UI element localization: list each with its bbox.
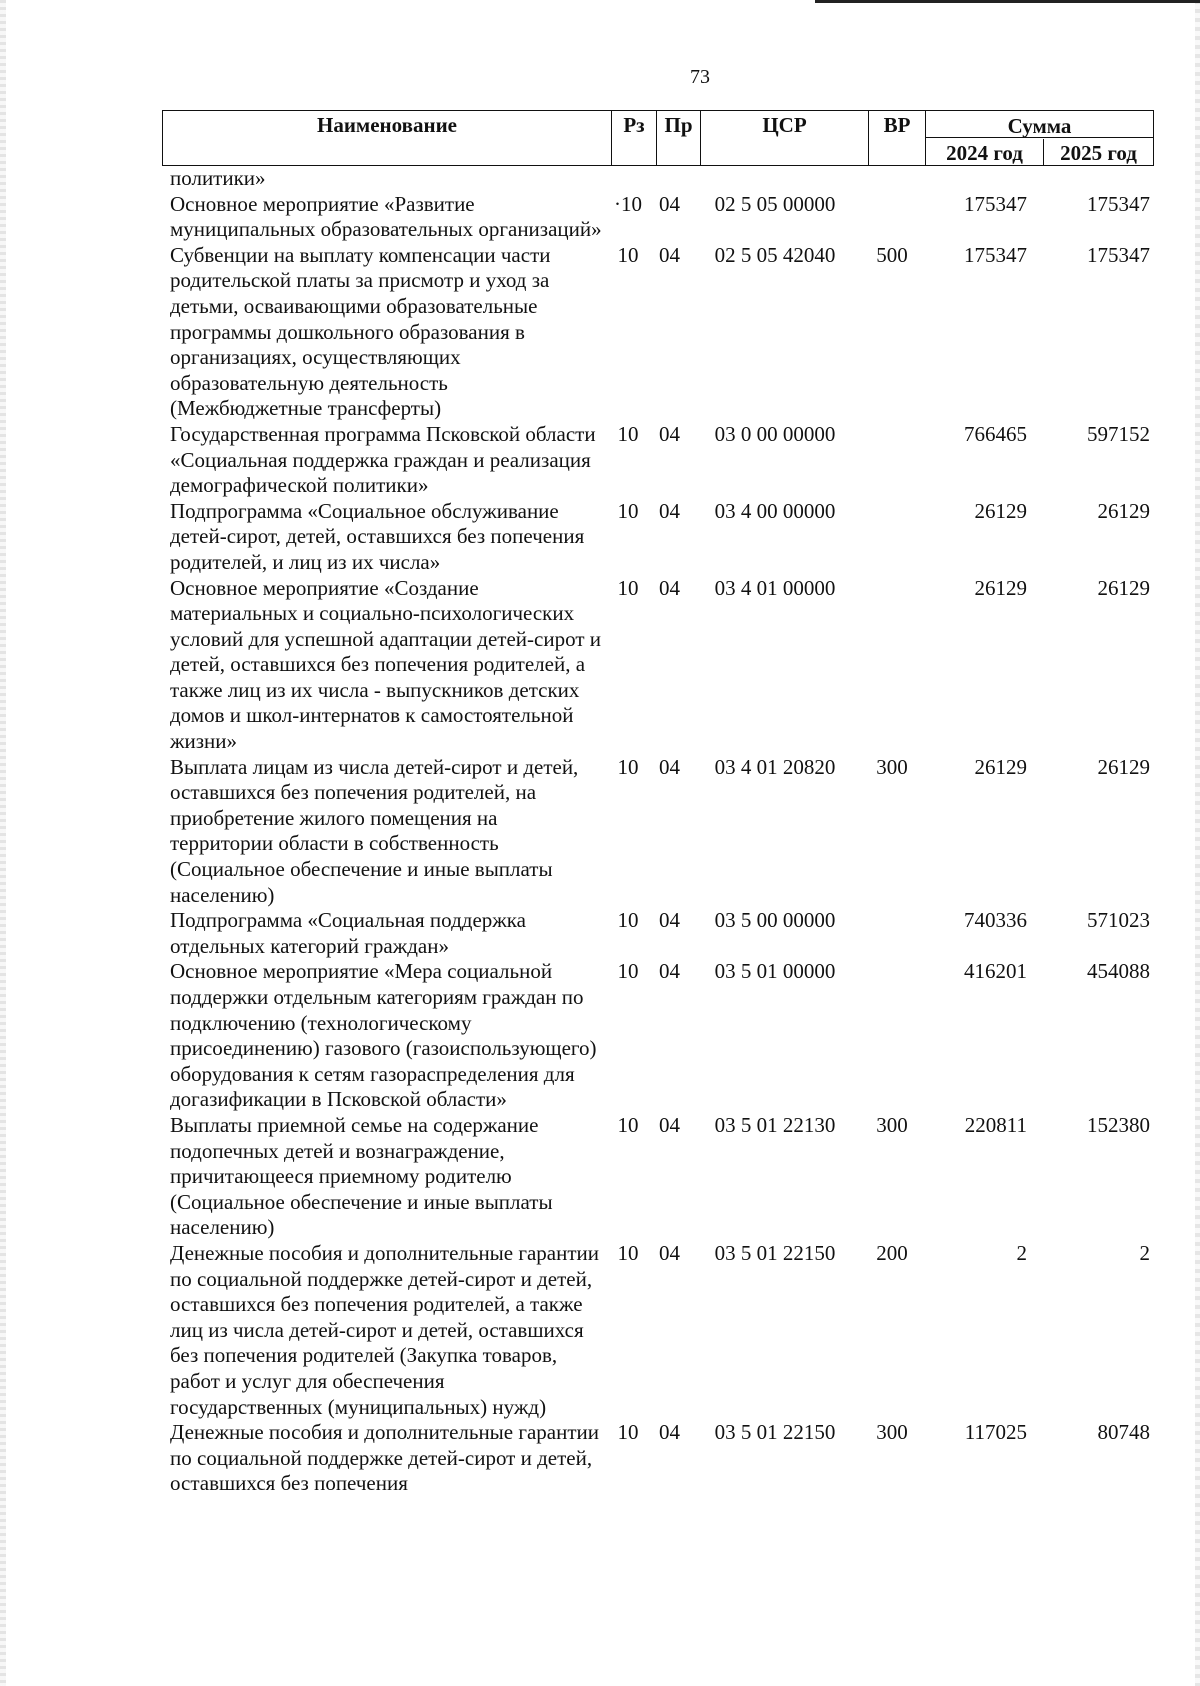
cell-s2024: 2 [1016, 1240, 1027, 1265]
cell-name: Денежные пособия и дополнительные гарантии по социальной поддержке детей-сирот и детей, оставшихся без попечения родителей, а также лиц из числа детей-сирот и детей, оставшихся без попечения родителей (Закупка товаров, работ и услуг для обеспечения государственных (муниципальных) нужд) [170, 1240, 600, 1419]
cell-s2024: 175347 [964, 191, 1027, 216]
cell-s2024: 766465 [964, 421, 1027, 446]
cell-csr: 03 4 01 00000 [714, 575, 836, 600]
cell-s2025: 2 [1139, 1240, 1150, 1265]
cell-rz: 10 [617, 421, 639, 446]
cell-s2024: 416201 [964, 959, 1027, 984]
budget-table [162, 110, 1154, 1497]
header-year-2024: 2024 год [926, 139, 1044, 165]
cell-rz: ·10 [614, 191, 642, 216]
cell-name: Подпрограмма «Социальная поддержка отдельных категорий граждан» [170, 908, 526, 958]
cell-s2024: 220811 [964, 1112, 1027, 1137]
cell-csr: 03 4 01 20820 [714, 754, 836, 779]
cell-pr: 04 [659, 498, 680, 523]
cell-s2025: 175347 [1087, 242, 1150, 267]
cell-pr: 04 [659, 1240, 680, 1265]
table-row [162, 755, 1154, 909]
cell-s2024: 26129 [974, 498, 1027, 523]
cell-vr: 500 [876, 242, 908, 267]
cell-csr: 02 5 05 42040 [714, 242, 836, 267]
cell-csr: 03 5 01 22150 [714, 1420, 836, 1445]
cell-rz: 10 [617, 1420, 639, 1445]
cell-name: Выплата лицам из числа детей-сирот и детей, оставшихся без попечения родителей, на приобретение жилого помещения на территории области в собственность (Социальное обеспечение и иные выплаты населению) [170, 754, 579, 907]
cell-s2025: 26129 [1097, 575, 1150, 600]
cell-vr: 200 [876, 1240, 908, 1265]
cell-rz: 10 [617, 908, 639, 933]
cell-pr: 04 [659, 421, 680, 446]
cell-vr [859, 499, 925, 576]
cell-s2025: 80748 [1097, 1420, 1150, 1445]
scan-right-edge [1195, 0, 1200, 1686]
cell-rz: 10 [617, 1112, 639, 1137]
cell-s2025: 175347 [1087, 191, 1150, 216]
cell-rz: 10 [617, 498, 639, 523]
cell-s2024: 175347 [964, 242, 1027, 267]
table-row [162, 1241, 1154, 1420]
cell-csr: 03 5 00 00000 [714, 908, 836, 933]
cell-rz: 10 [617, 242, 639, 267]
scan-left-edge [0, 0, 6, 1686]
cell-vr [859, 908, 925, 959]
rows-container [162, 192, 1154, 1497]
cell-s2025: 152380 [1087, 1112, 1150, 1137]
table-row [162, 243, 1154, 422]
header-year-2025: 2025 год [1060, 141, 1137, 165]
cell-pr: 04 [659, 908, 680, 933]
cell-csr: 03 5 01 00000 [714, 959, 836, 984]
table-row [162, 422, 1154, 499]
cell-csr: 03 5 01 22130 [714, 1112, 836, 1137]
table-row [162, 192, 1154, 243]
table-row [162, 908, 1154, 959]
cell-s2024: 117025 [964, 1420, 1027, 1445]
cell-s2024: 26129 [974, 754, 1027, 779]
page-number: 73 [690, 66, 710, 88]
cell-name: Субвенции на выплату компенсации части родительской платы за присмотр и уход за детьми, осваивающими образовательные программы дошкольного образования в организациях, осуществляющих образовательную деятельность (Межбюджетные трансферты) [170, 242, 551, 421]
cell-pr: 04 [659, 1112, 680, 1137]
table-header [162, 110, 1154, 166]
cell-name: Основное мероприятие «Создание материальных и социально-психологических условий для успешной адаптации детей-сирот и детей, оставшихся без попечения родителей, а также лиц из их числа - выпускников детских домов и школ-интернатов к самостоятельной жизни» [170, 575, 601, 754]
table-row [162, 1113, 1154, 1241]
table-row [162, 576, 1154, 755]
cell-s2024: 740336 [964, 908, 1027, 933]
cell-vr: 300 [876, 754, 908, 779]
cell-rz: 10 [617, 959, 639, 984]
cell-vr: 300 [876, 1420, 908, 1445]
cell-name: Основное мероприятие «Мера социальной поддержки отдельным категориям граждан по подключению (технологическому присоединению) газового (газоиспользующего) оборудования к сетям газораспределения для догазификации в Псковской области» [170, 959, 597, 1112]
cell-name: Основное мероприятие «Развитие муниципальных образовательных организаций» [170, 191, 602, 242]
cell-csr: 03 4 00 00000 [714, 498, 836, 523]
header-sum: Сумма [926, 111, 1153, 138]
top-rule [815, 0, 1200, 3]
cell-s2024: 26129 [974, 575, 1027, 600]
table-body [162, 166, 1154, 1497]
cell-s2025: 597152 [1087, 421, 1150, 446]
cell-vr [859, 959, 925, 1113]
cell-s2025: 26129 [1097, 754, 1150, 779]
cell-name: Выплаты приемной семье на содержание подопечных детей и вознаграждение, причитающееся приемному родителю (Социальное обеспечение и иные выплаты населению) [170, 1112, 553, 1240]
cell-pr: 04 [659, 242, 680, 267]
cell-rz: 10 [617, 575, 639, 600]
cell-name: Государственная программа Псковской области «Социальная поддержка граждан и реализация демографической политики» [170, 421, 596, 498]
header-vr: ВР [869, 111, 926, 165]
cell-rz: 10 [617, 1240, 639, 1265]
cell-vr [859, 576, 925, 755]
cell-csr: 02 5 05 00000 [714, 191, 836, 216]
cell-rz: 10 [617, 754, 639, 779]
header-pr: Пр [657, 111, 701, 165]
cell-pr: 04 [659, 191, 680, 216]
cell-pr: 04 [659, 754, 680, 779]
continuation-text: политики» [170, 166, 266, 190]
table-row [162, 959, 1154, 1113]
cell-name: Подпрограмма «Социальное обслуживание детей-сирот, детей, оставшихся без попечения родителей, и лиц из их числа» [170, 498, 585, 574]
cell-csr: 03 0 00 00000 [714, 421, 836, 446]
cell-csr: 03 5 01 22150 [714, 1240, 836, 1265]
cell-pr: 04 [659, 959, 680, 984]
cell-pr: 04 [659, 575, 680, 600]
cell-s2025: 571023 [1087, 908, 1150, 933]
table-row [162, 1420, 1154, 1497]
cell-name: Денежные пособия и дополнительные гарантии по социальной поддержке детей-сирот и детей, оставшихся без попечения [170, 1420, 600, 1496]
cell-s2025: 454088 [1087, 959, 1150, 984]
cell-pr: 04 [659, 1420, 680, 1445]
continuation-row [162, 166, 1154, 192]
header-name: Наименование [163, 111, 612, 165]
cell-s2025: 26129 [1097, 498, 1150, 523]
cell-vr [859, 422, 925, 499]
header-rz: Рз [612, 111, 657, 165]
cell-vr [859, 192, 925, 243]
cell-vr: 300 [876, 1112, 908, 1137]
table-row [162, 499, 1154, 576]
header-csr: ЦСР [701, 111, 869, 165]
